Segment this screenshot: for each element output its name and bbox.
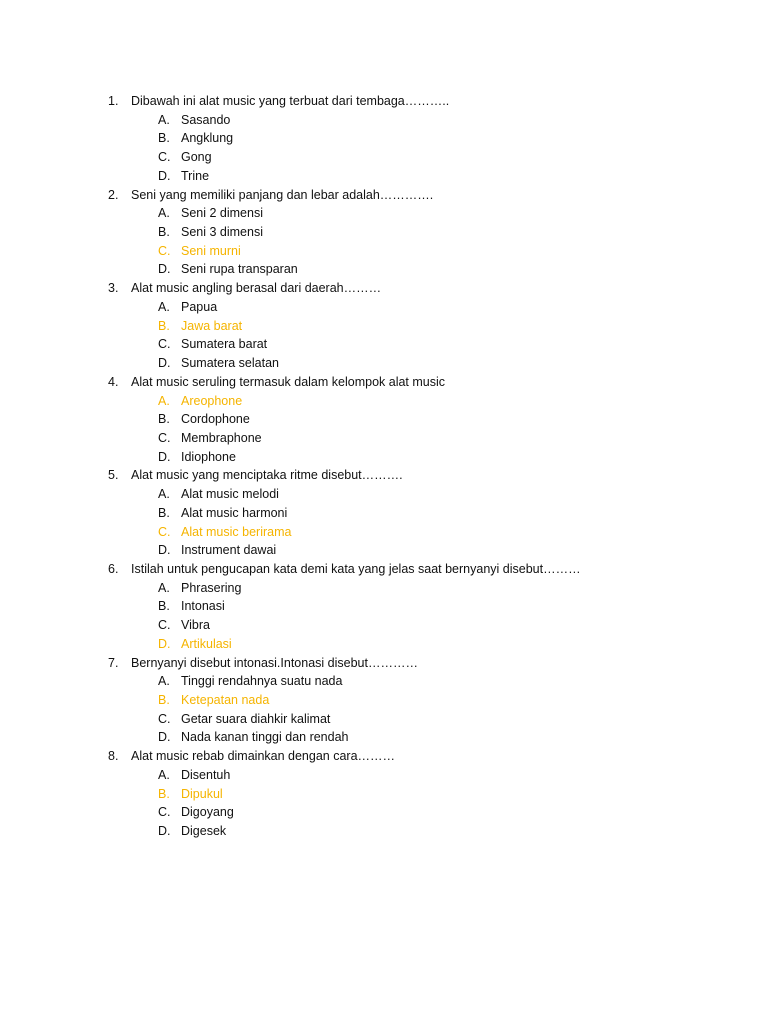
option-text: Alat music melodi [181,487,279,502]
option-text-correct: Dipukul [181,786,223,801]
option-2-c [0,242,768,261]
option-letter: A. [158,299,170,314]
option-letter: B. [158,786,170,801]
question-text: Alat music seruling termasuk dalam kelompok alat music [131,374,446,389]
option-letter: A. [158,487,170,502]
option-text: Membraphone [181,430,262,445]
option-5-a [0,485,768,504]
option-7-a [0,672,768,691]
question-3 [0,279,768,298]
option-1-c [0,148,768,167]
option-text-correct: Jawa barat [181,318,243,333]
option-text: Sasando [181,112,231,127]
question-text: Alat music yang menciptaka ritme disebut………. [131,468,403,483]
option-text: Seni 3 dimensi [181,225,263,240]
option-letter: A. [158,206,170,221]
option-letter: D. [158,168,171,183]
option-letter: A. [158,767,170,782]
question-text: Seni yang memiliki panjang dan lebar adalah…………. [131,187,434,202]
option-letter: D. [158,449,171,464]
option-text: Disentuh [181,767,231,782]
option-2-a [0,204,768,223]
option-letter: C. [158,337,171,352]
option-6-a [0,579,768,598]
option-letter: A. [158,112,170,127]
option-text: Phrasering [181,580,242,595]
option-letter: B. [158,225,170,240]
option-letter: B. [158,412,170,427]
option-4-d [0,448,768,467]
question-4 [0,373,768,392]
option-text: Vibra [181,618,210,633]
option-letter: C. [158,243,171,258]
option-letter: B. [158,318,170,333]
option-letter: C. [158,618,171,633]
question-number: 8. [108,749,119,764]
option-text: Tinggi rendahnya suatu nada [181,674,343,689]
option-6-d [0,635,768,654]
option-5-b [0,504,768,523]
option-letter: C. [158,524,171,539]
question-8 [0,747,768,766]
question-text: Alat music angling berasal dari daerah……… [131,281,382,296]
option-1-d [0,167,768,186]
question-2 [0,186,768,205]
question-number: 3. [108,281,119,296]
option-text: Papua [181,299,218,314]
option-8-a [0,766,768,785]
question-number: 4. [108,374,119,389]
option-text: Gong [181,150,212,165]
option-letter: B. [158,693,170,707]
option-4-c [0,429,768,448]
option-letter: C. [158,711,171,726]
question-text: Bernyanyi disebut intonasi.Intonasi disebut………… [131,655,418,670]
question-number: 7. [108,655,119,670]
option-text: Alat music harmoni [181,505,288,520]
option-text: Digoyang [181,805,234,820]
option-letter: B. [158,599,170,614]
option-text-correct: Artikulasi [181,636,232,651]
option-letter: B. [158,505,170,520]
option-7-b [0,691,768,710]
option-1-a [0,111,768,130]
option-text-correct: Alat music berirama [181,524,292,539]
quiz-list [0,92,768,841]
option-5-c [0,523,768,542]
option-letter: D. [158,356,171,371]
option-text-correct: Seni murni [181,243,241,258]
question-text: Alat music rebab dimainkan dengan cara……… [131,749,396,764]
option-letter: D. [158,543,171,558]
option-text-correct: Ketepatan nada [181,693,270,707]
option-text: Seni 2 dimensi [181,206,263,221]
option-2-b [0,223,768,242]
question-6 [0,560,768,579]
option-letter: C. [158,430,171,445]
option-text: Getar suara diahkir kalimat [181,711,331,726]
option-letter: D. [158,730,171,745]
option-text: Nada kanan tinggi dan rendah [181,730,349,745]
option-4-b [0,410,768,429]
option-2-d [0,260,768,279]
option-3-a [0,298,768,317]
option-letter: A. [158,580,170,595]
option-7-c [0,710,768,729]
option-letter: C. [158,805,171,820]
option-4-a [0,392,768,411]
option-text: Instrument dawai [181,543,277,558]
option-text: Sumatera barat [181,337,268,352]
option-8-b [0,785,768,804]
option-letter: A. [158,393,170,408]
option-1-b [0,129,768,148]
option-3-d [0,354,768,373]
option-letter: D. [158,824,171,839]
question-1 [0,92,768,111]
question-text: Dibawah ini alat music yang terbuat dari tembaga……….. [131,94,450,108]
option-letter: B. [158,131,170,146]
option-text-correct: Areophone [181,393,243,408]
option-8-c [0,803,768,822]
option-letter: A. [158,674,170,689]
question-number: 6. [108,561,119,576]
option-letter: D. [158,636,171,651]
question-number: 2. [108,187,119,202]
option-5-d [0,541,768,560]
option-7-d [0,728,768,747]
option-3-c [0,335,768,354]
option-text: Seni rupa transparan [181,262,298,277]
question-7 [0,654,768,673]
option-text: Intonasi [181,599,225,614]
question-number: 5. [108,468,119,483]
option-letter: D. [158,262,171,277]
option-text: Cordophone [181,412,250,427]
option-6-c [0,616,768,635]
option-text: Digesek [181,824,227,839]
option-3-b [0,317,768,336]
option-8-d [0,822,768,841]
question-number: 1. [108,94,119,108]
option-text: Sumatera selatan [181,356,279,371]
option-text: Trine [181,168,210,183]
option-text: Angklung [181,131,234,146]
question-5 [0,466,768,485]
option-text: Idiophone [181,449,236,464]
option-letter: C. [158,150,171,165]
option-6-b [0,597,768,616]
question-text: Istilah untuk pengucapan kata demi kata yang jelas saat bernyanyi disebut……… [131,561,581,576]
